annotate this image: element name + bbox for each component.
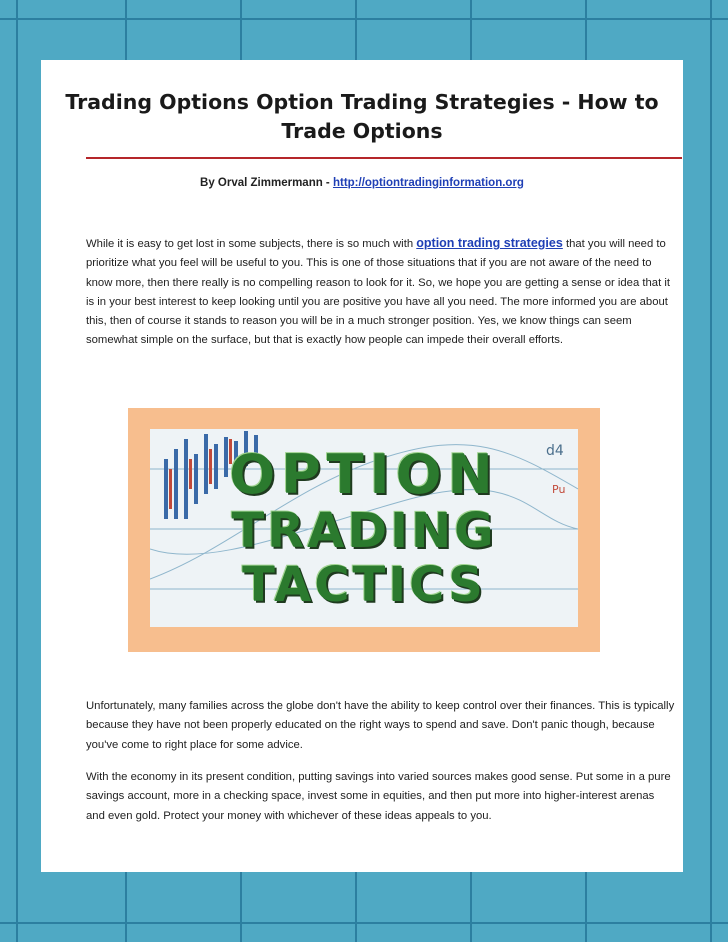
chart-text-pu: Pu <box>552 483 566 496</box>
paragraph-intro <box>86 234 676 351</box>
border-grid-line <box>16 0 18 942</box>
border-grid-line <box>355 0 357 60</box>
byline-link[interactable]: http://optiontradinginformation.org <box>332 177 524 189</box>
paragraph-text: While it is easy to get lost in some subjects, there is so much with <box>86 238 417 250</box>
border-grid-line <box>0 18 728 20</box>
page-title: Trading Options Option Trading Strategies - How to Trade Options <box>65 90 659 143</box>
image-word-trading: TRADING <box>231 503 497 559</box>
border-grid-line <box>240 872 242 942</box>
border-grid-line <box>0 922 728 924</box>
border-grid-line <box>240 0 242 60</box>
border-grid-line <box>585 872 587 942</box>
option-trading-strategies-link[interactable]: option trading strategies <box>416 236 563 250</box>
paragraph-savings: With the economy in its present condition, putting savings into varied sources makes good sense. Put some in a pure savings account, more in a checking space, invest some in equities, and then put more into higher-interest arenas and even gold. Protect your money with whichever of these ideas appeals to you. <box>86 771 671 822</box>
border-grid-line <box>355 872 357 942</box>
option-trading-tactics-image <box>128 408 600 652</box>
title-divider <box>86 157 682 159</box>
border-grid-line <box>125 872 127 942</box>
paragraph-finances: Unfortunately, many families across the globe don't have the ability to keep control over their finances. This is typically because they have not been properly educated on the right ways to spend and save. Don't panic though, because you've come to right place for some advice. <box>86 700 675 751</box>
byline-author: By Orval Zimmermann - <box>200 177 333 189</box>
border-grid-line <box>470 872 472 942</box>
border-grid-line <box>125 0 127 60</box>
document-page <box>41 60 683 872</box>
border-grid-line <box>710 0 712 942</box>
image-word-tactics: TACTICS <box>242 557 486 613</box>
border-grid-line <box>470 0 472 60</box>
paragraph-text: that you will need to prioritize what you feel will be useful to you. This is one of those situations that if you are not aware of the need to know more, then there really is no compelling reason to look for it. So, we hope you are getting a sense or idea that it is in your best interest to keep looking until you are positive you have all you need. The more informed you are about this, then of course it stands to reason you will be in a much stronger position. Yes, we know things can seem somewhat simple on the surface, but that is exactly how people can impede their overall efforts. <box>86 238 671 347</box>
image-content <box>150 429 578 627</box>
chart-text-d4: d4 <box>546 443 564 459</box>
byline <box>41 177 683 189</box>
border-grid-line <box>585 0 587 60</box>
image-word-option: OPTION <box>229 443 499 506</box>
